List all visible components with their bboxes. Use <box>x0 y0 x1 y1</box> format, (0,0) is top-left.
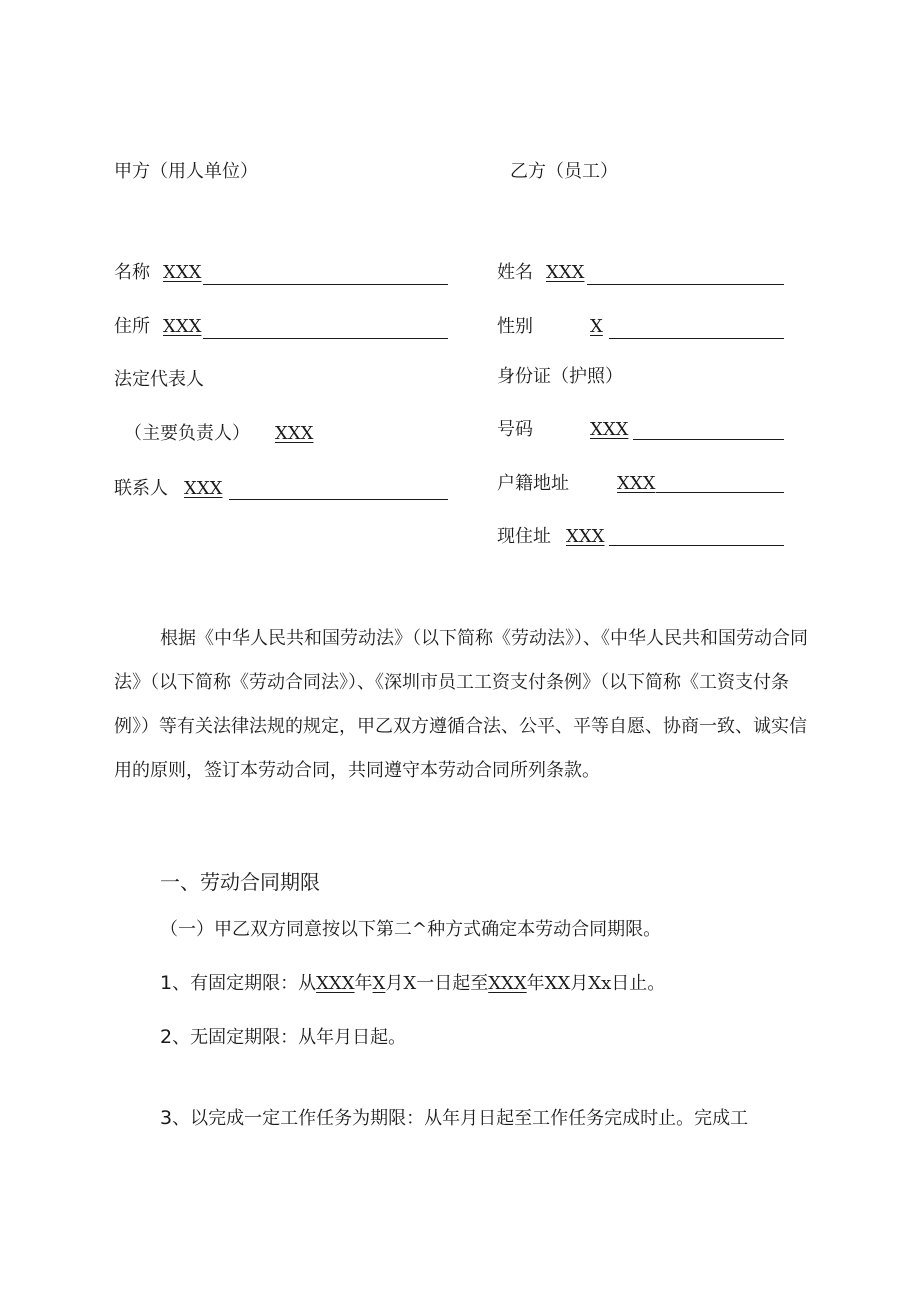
party-a-principal-label: （主要负责人） <box>124 423 250 444</box>
term-item-3-text: 、以完成一定工作任务为期限：从年月日起至工作任务完成时止。完成工 <box>172 1108 749 1129</box>
term-item-3 <box>160 1106 748 1131</box>
party-b-hukou-underline <box>656 492 784 493</box>
party-a-name-label: 名称 <box>114 262 150 283</box>
party-b-id-number-label: 号码 <box>497 419 533 440</box>
party-a-contact-underline <box>229 499 448 500</box>
term-item-1-number: 1 <box>160 972 173 994</box>
term-end-year: XXX <box>488 973 527 994</box>
party-b-name-underline <box>587 284 784 285</box>
party-b-id-label: 身份证（护照） <box>497 366 623 387</box>
term-item-1-suffix: 日止。 <box>611 973 666 994</box>
term-item-1-prefix: 、有固定期限：从 <box>172 973 317 994</box>
party-a-address-underline <box>203 338 448 339</box>
party-b-gender-underline <box>609 338 784 339</box>
year-label: 年 <box>354 973 373 994</box>
party-b-name-label: 姓名 <box>497 262 533 283</box>
term-end-month: XX <box>544 973 571 994</box>
party-b-gender-label: 性别 <box>497 316 533 337</box>
party-b-id-number-value: XXX <box>590 419 629 440</box>
term-start-month: X <box>372 973 386 994</box>
term-item-2-text: 、无固定期限：从年月日起。 <box>172 1027 407 1048</box>
term-item-1 <box>160 971 665 996</box>
party-b-name-value: XXX <box>546 262 585 283</box>
term-start-day: X <box>403 973 417 994</box>
party-b-current-address-value: XXX <box>566 526 605 547</box>
term-item-2-number: 2 <box>160 1026 173 1048</box>
party-a-legal-rep-label: 法定代表人 <box>114 369 204 390</box>
party-b-id-number-underline <box>633 439 784 440</box>
party-b-hukou-value: XXX <box>617 473 656 494</box>
party-a-name-value: XXX <box>163 262 202 283</box>
party-b-gender-value: X <box>590 316 603 337</box>
party-a-heading: 甲方（用人单位） <box>114 161 258 182</box>
preamble-text: 根据《中华人民共和国劳动法》（以下简称《劳动法》）、《中华人民共和国劳动合同法》（以下简称《劳动合同法》）、《深圳市员工工资支付条例》（以下简称《工资支付条例》）等有关法律法规的规定，甲乙双方遵循合法、公平、平等自愿、协商一致、诚实信用的原则，签订本劳动合同，共同遵守本劳动合同所列条款。 <box>114 628 808 781</box>
term-item-3-number: 3 <box>160 1107 173 1129</box>
party-b-heading: 乙方（员工） <box>510 161 618 182</box>
section-1-title: 一、劳动合同期限 <box>160 870 320 894</box>
year-label: 年 <box>526 973 545 994</box>
month-label: 月 <box>570 973 589 994</box>
section-1-clause-1: （一）甲乙双方同意按以下第二^种方式确定本劳动合同期限。 <box>160 919 662 940</box>
party-a-contact-label: 联系人 <box>114 478 168 499</box>
party-b-hukou-label: 户籍地址 <box>497 473 569 494</box>
party-a-address-label: 住所 <box>114 316 150 337</box>
term-item-1-dash: 一日起至 <box>416 973 489 994</box>
term-item-2 <box>160 1025 406 1050</box>
term-end-day: Xx <box>588 973 612 994</box>
month-label: 月 <box>385 973 404 994</box>
party-b-current-address-label: 现住址 <box>497 526 551 547</box>
term-start-year: XXX <box>316 973 355 994</box>
party-a-principal-value: XXX <box>275 423 314 444</box>
party-a-name-underline <box>203 284 448 285</box>
party-a-contact-value: XXX <box>184 478 223 499</box>
party-a-address-value: XXX <box>163 316 202 337</box>
preamble-paragraph <box>114 617 814 793</box>
party-b-current-address-underline <box>609 545 784 546</box>
